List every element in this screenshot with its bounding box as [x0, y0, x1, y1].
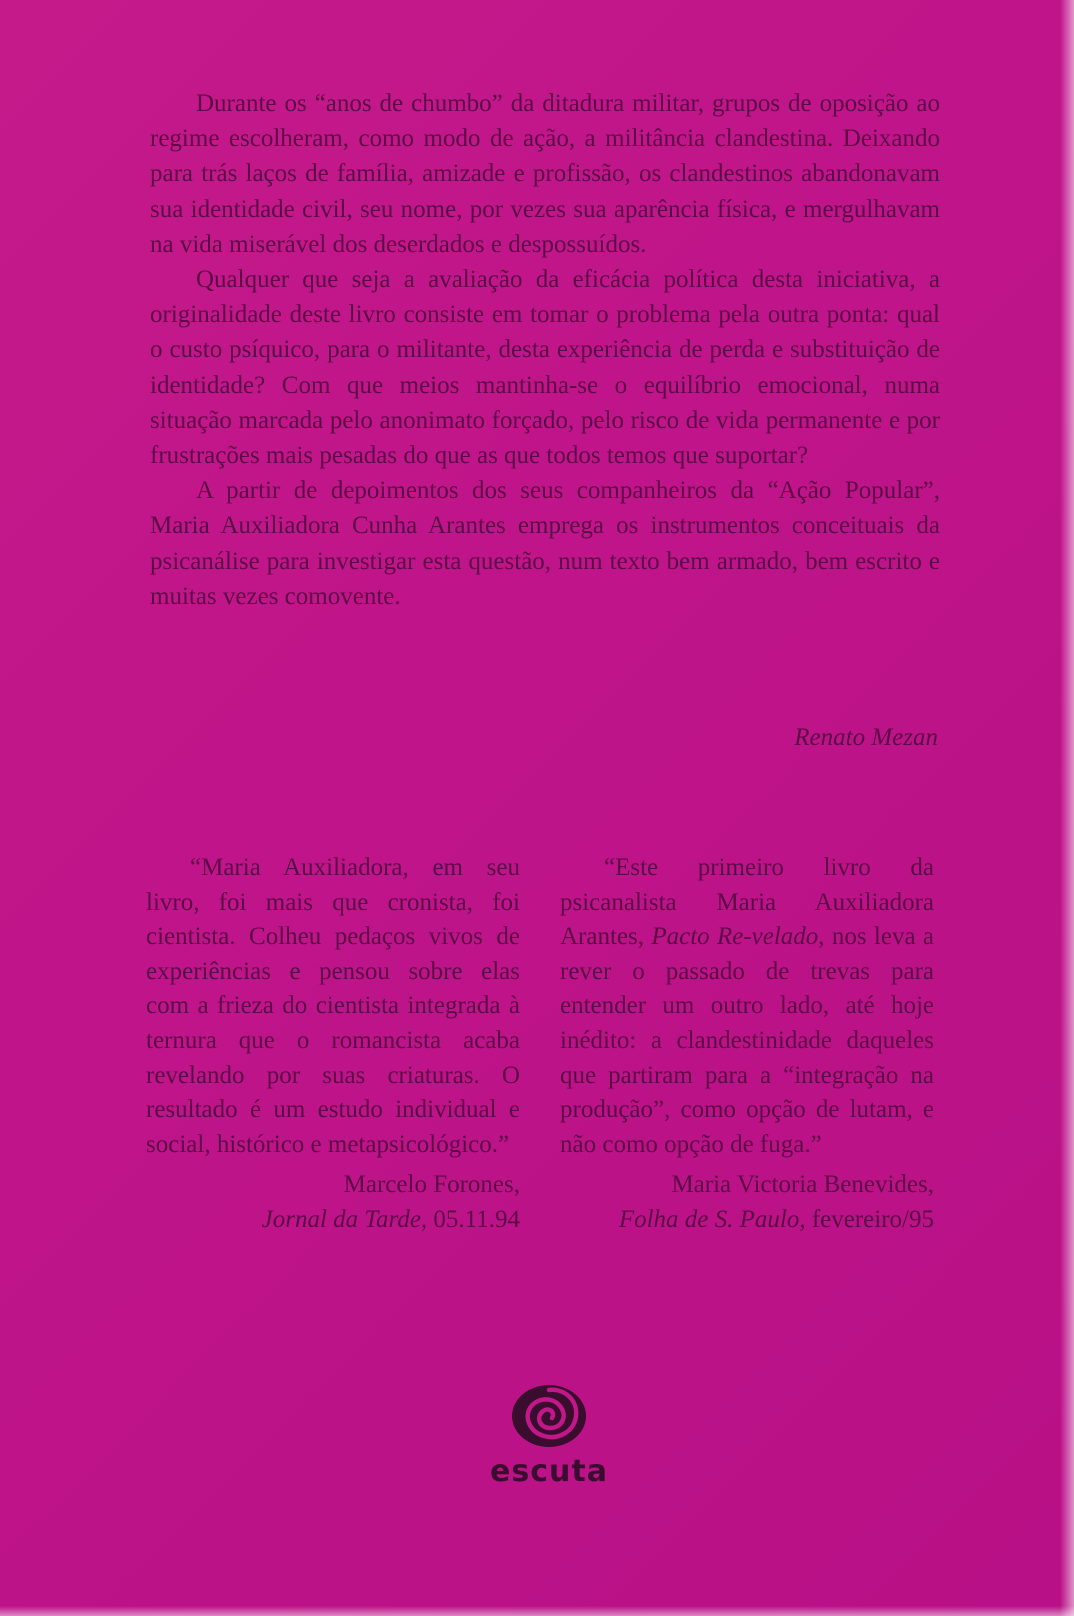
blurb-paragraph: Durante os “anos de chumbo” da ditadura militar, grupos de oposição ao regime escolheram, como modo de ação, a militância clandestina. Deixando para trás laços de família, amizade e profissão, os clandestinos abandonavam sua identidade civil, seu nome, por vezes sua aparência física, e mergulhavam na vida miserável dos deserdados e despossuídos.	[150, 90, 940, 258]
page-edge	[0, 1606, 1074, 1616]
spiral-shell-icon	[506, 1378, 592, 1450]
blurb-paragraph: A partir de depoimentos dos seus companheiros da “Ação Popular”, Maria Auxiliadora Cunha Arantes emprega os instrumentos conceituais da psicanálise para investigar esta questão, num texto bem armado, bem escrito e muitas vezes comovente.	[150, 477, 940, 610]
publisher-name: escuta	[490, 1454, 608, 1489]
publisher-logo	[474, 1378, 624, 1489]
blurb-paragraph: Qualquer que seja a avaliação da eficácia política desta iniciativa, a originalidade deste livro consiste em tomar o problema pela outra ponta: qual o custo psíquico, para o militante, desta experiência de perda e substituição de identidade? Com que meios mantinha-se o equilíbrio emocional, numa situação marcada pelo anonimato forçado, pelo risco de vida permanente e por frustrações mais pesadas do que as que todos temos que suportar?	[150, 266, 940, 470]
blurb	[150, 86, 940, 614]
book-title: Pacto Re-velado	[651, 923, 819, 951]
quote-text-before: “Este primeiro livro da psicanalista Maria Auxiliadora Arantes,	[560, 854, 934, 951]
quote-text: “Maria Auxiliadora, em seu livro, foi mais que cronista, foi cientista. Colheu pedaços vivos de experiências e pensou sobre elas com a frieza do cientista integrada à ternura que o romancista acaba revelando por suas criaturas. O resultado é um estudo individual e social, histórico e metapsicológico.”	[146, 854, 520, 1158]
quote-text	[560, 851, 934, 1162]
quote-publication: Folha de S. Paulo	[618, 1205, 800, 1233]
quote-date: , 05.11.94	[420, 1205, 520, 1233]
quote-citation	[146, 1168, 520, 1237]
quote-date: , fevereiro/95	[799, 1205, 934, 1233]
quote-author: Maria Victoria Benevides,	[671, 1171, 934, 1199]
blurb-author: Renato Mezan	[794, 724, 938, 751]
review-quote-left	[146, 851, 520, 1238]
quote-author: Marcelo Forones,	[343, 1171, 520, 1199]
review-quote-right	[560, 851, 934, 1238]
page-edge	[1060, 0, 1074, 1616]
quote-text-after: , nos leva a rever o passado de trevas para entender um outro lado, até hoje inédito: a clandestinidade daqueles que partiram para a “integração na produção”, como opção de lutam, e não como opção de fuga.”	[560, 923, 934, 1158]
quote-publication: Jornal da Tarde	[261, 1205, 421, 1233]
quote-citation	[560, 1168, 934, 1237]
